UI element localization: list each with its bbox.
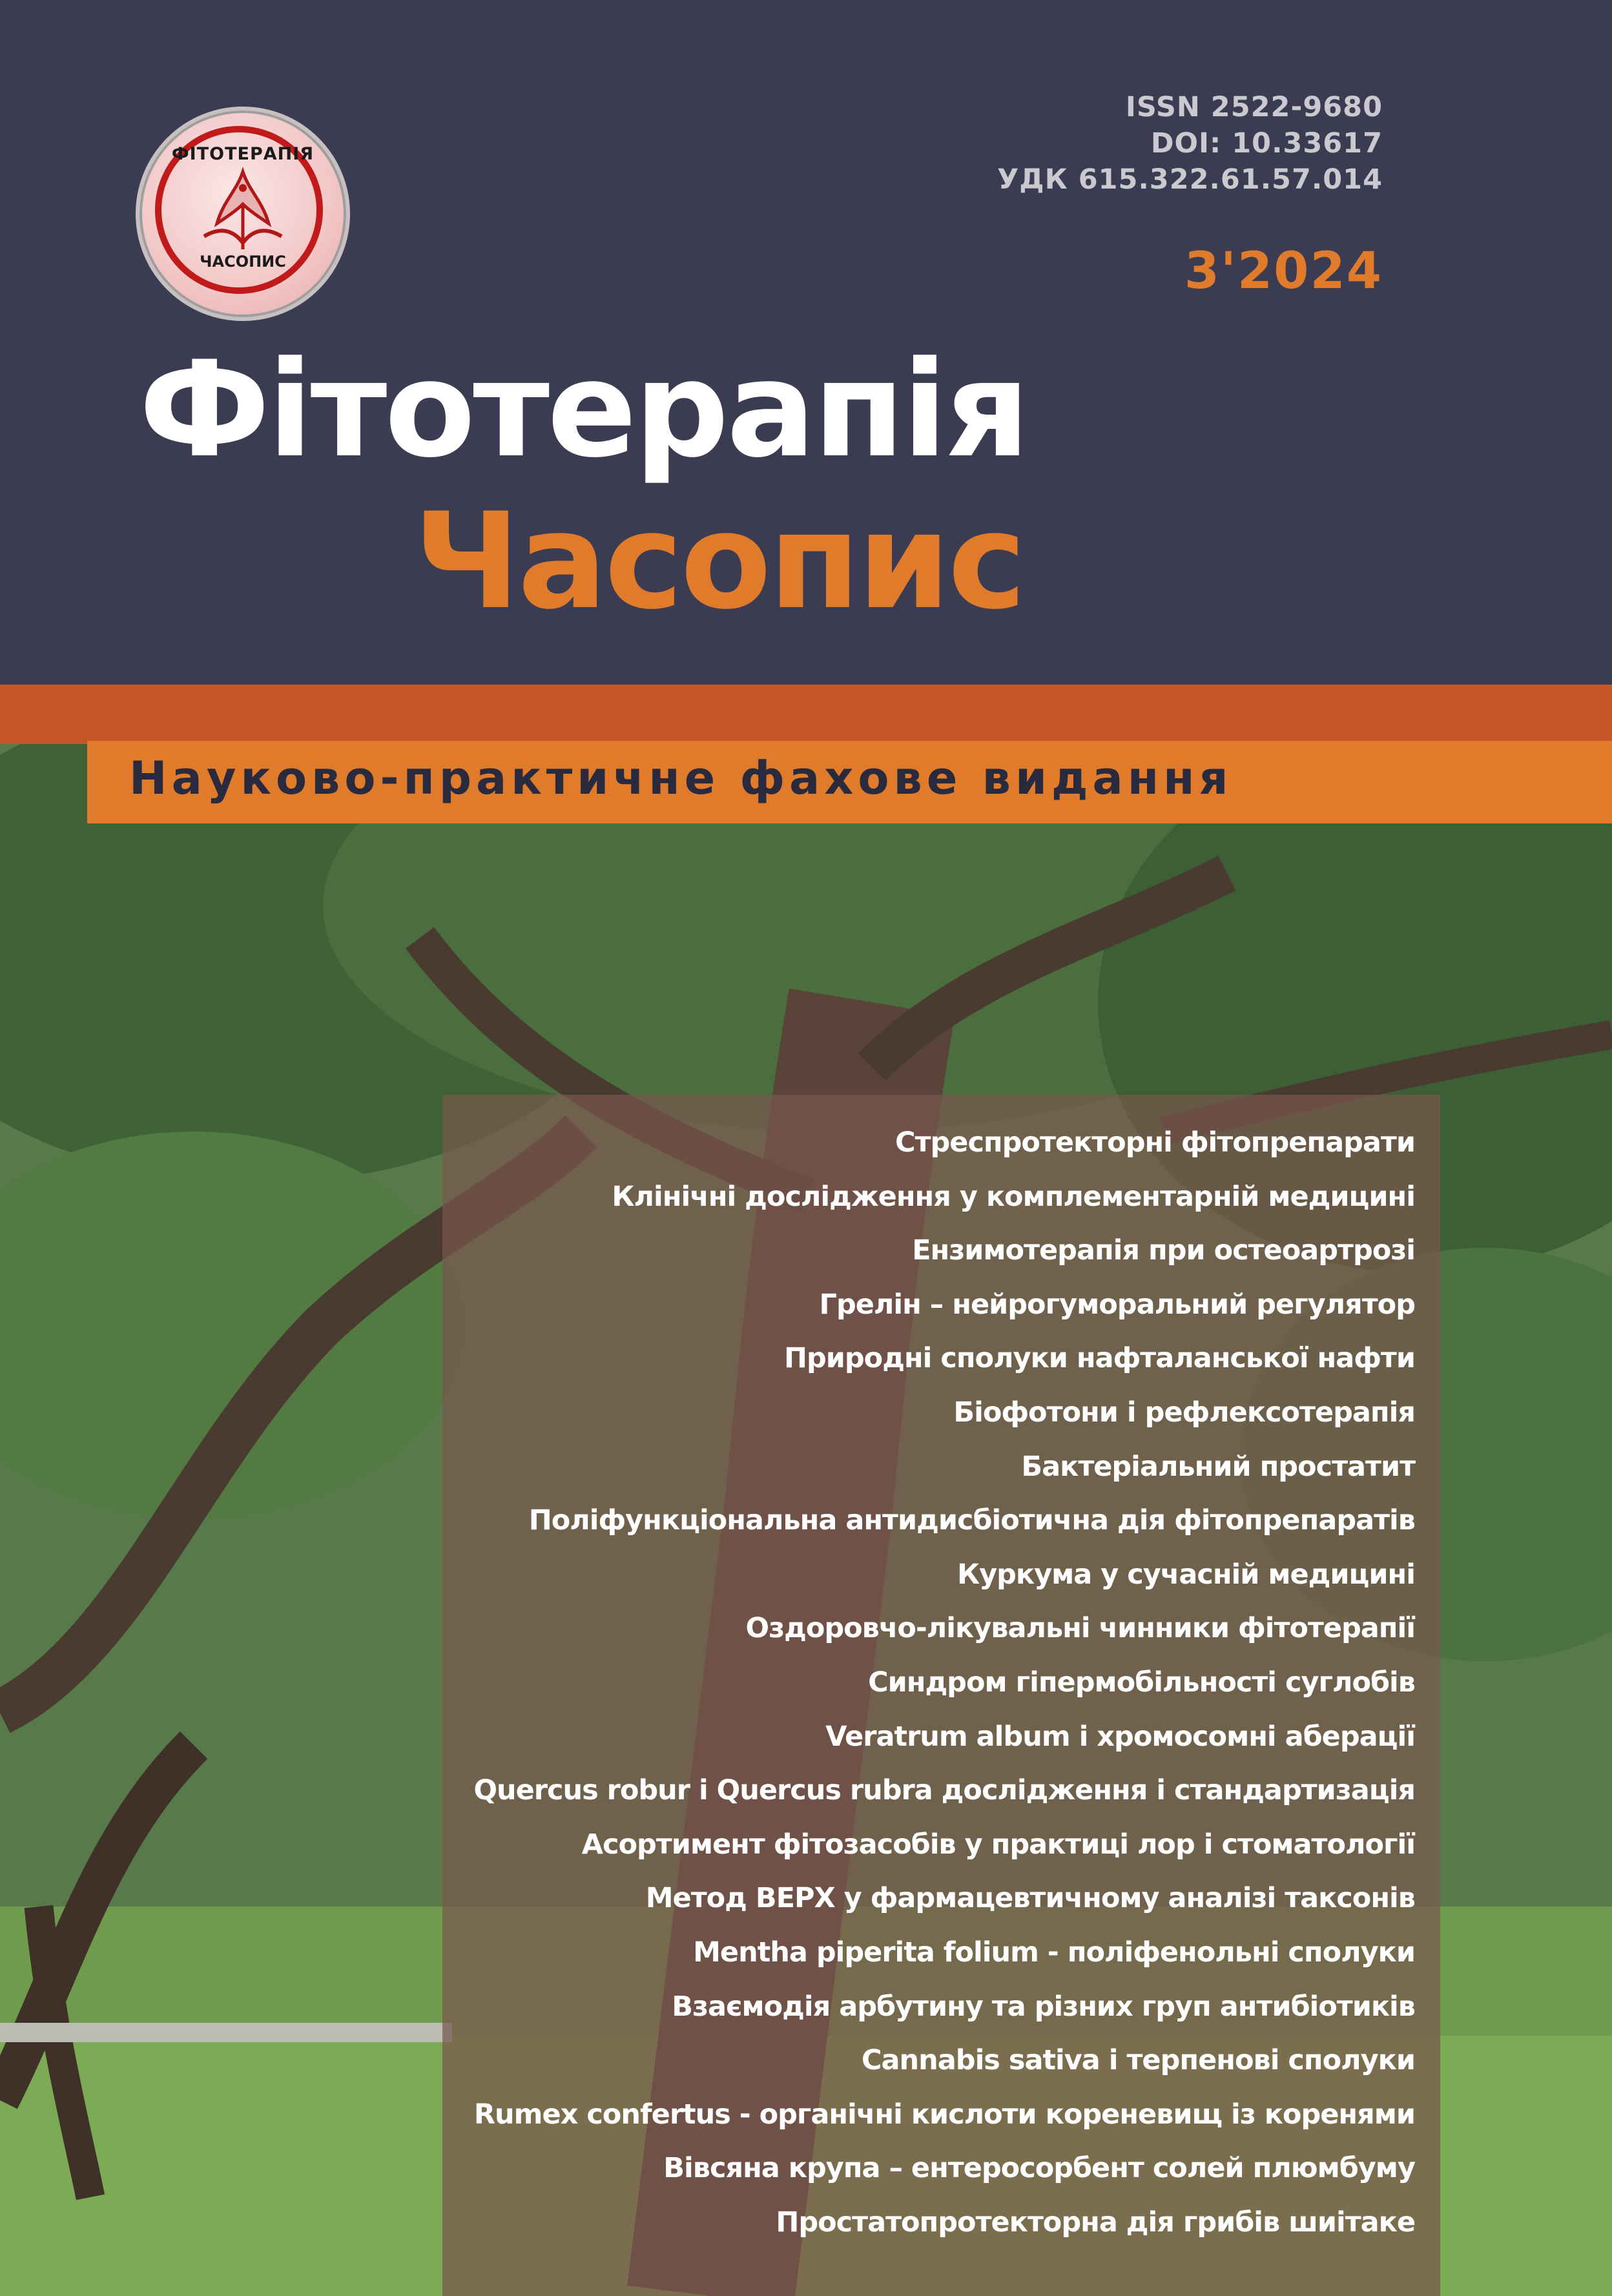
contents-item: Вівсяна крупа – ентеросорбент солей плюмбуму	[663, 2152, 1415, 2185]
contents-item: Cannabis sativa і терпенові сполуки	[861, 2044, 1415, 2077]
contents-item: Асортимент фітозасобів у практиці лор і стоматології	[581, 1828, 1415, 1861]
contents-item: Простатопротекторна дія грибів шиітаке	[776, 2206, 1415, 2239]
contents-item: Бактеріальний простатит	[1021, 1450, 1415, 1483]
contents-item: Оздоровчо-лікувальні чинники фітотерапії	[745, 1612, 1415, 1645]
contents-item: Rumex confertus - органічні кислоти кореневищ із коренями	[473, 2098, 1415, 2131]
contents-item: Стреспротекторні фітопрепарати	[895, 1126, 1415, 1159]
contents-item: Клінічні дослідження у комплементарній медицині	[612, 1180, 1415, 1213]
udk-text: УДК 615.322.61.57.014	[997, 163, 1383, 196]
logo-text-top: ФІТОТЕРАПІЯ	[171, 144, 315, 164]
journal-identifiers	[997, 89, 1383, 198]
contents-item: Метод ВЕРХ у фармацевтичному аналізі таксонів	[645, 1882, 1415, 1915]
orange-band	[0, 685, 1612, 744]
contents-item: Ензимотерапія при остеоартрозі	[912, 1234, 1415, 1267]
contents-item: Синдром гіпермобільності суглобів	[868, 1666, 1415, 1699]
contents-item: Біофотони і рефлексотерапія	[953, 1396, 1415, 1429]
journal-title: Фітотерапія	[139, 333, 1028, 487]
logo-text-bottom: ЧАСОПИС	[200, 253, 286, 271]
contents-item: Veratrum album і хромосомні аберації	[825, 1720, 1415, 1753]
plant-emblem-icon	[191, 165, 294, 256]
journal-title-sub: Часопис	[413, 485, 1024, 639]
issue-number: 3'2024	[1184, 242, 1383, 300]
contents-item: Mentha piperita folium - поліфенольні сполуки	[693, 1936, 1415, 1969]
journal-subtitle: Науково-практичне фахове видання	[129, 752, 1233, 805]
journal-logo	[136, 107, 350, 321]
issn-text: ISSN 2522-9680	[1125, 91, 1383, 123]
contents-item: Природні сполуки нафталанської нафти	[783, 1342, 1415, 1375]
contents-item: Взаємодія арбутину та різних груп антибіотиків	[672, 1990, 1415, 2023]
contents-list	[473, 1116, 1415, 2249]
contents-item: Грелін – нейрогуморальний регулятор	[819, 1288, 1415, 1321]
contents-item: Поліфункціональна антидисбіотична дія фітопрепаратів	[528, 1504, 1415, 1537]
contents-item: Quercus robur і Quercus rubra дослідження і стандартизація	[473, 1774, 1415, 1807]
contents-item: Куркума у сучасній медицині	[956, 1558, 1415, 1591]
doi-text: DOI: 10.33617	[1150, 127, 1383, 160]
